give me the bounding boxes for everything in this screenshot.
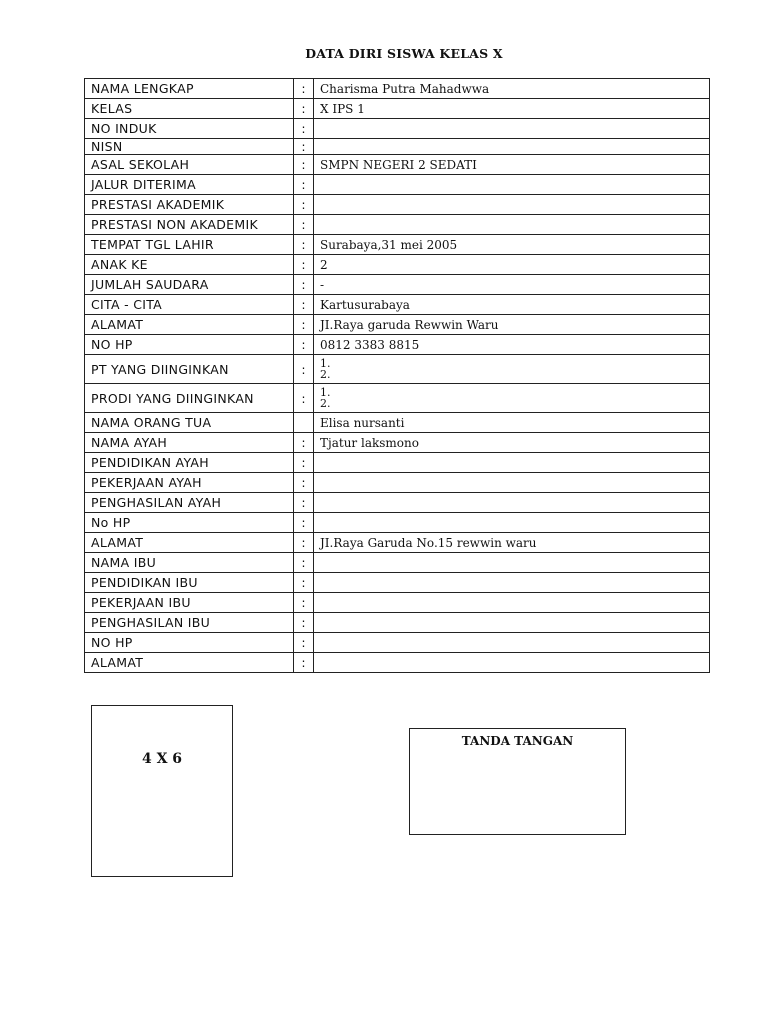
field-value [314,384,710,413]
field-value: Surabaya,31 mei 2005 [314,235,710,255]
field-colon: : [294,513,314,533]
field-value [314,215,710,235]
field-value [314,175,710,195]
form-row [85,633,710,653]
field-colon: : [294,453,314,473]
field-value [314,593,710,613]
field-colon: : [294,175,314,195]
field-label: PEKERJAAN AYAH [85,473,294,493]
field-value-line: 2. [320,397,331,410]
field-label: PENDIDIKAN IBU [85,573,294,593]
form-row [85,413,710,433]
field-colon: : [294,384,314,413]
form-row [85,513,710,533]
field-value: Kartusurabaya [314,295,710,315]
form-row [85,553,710,573]
field-label: PT YANG DIINGINKAN [85,355,294,384]
student-data-table [84,78,710,673]
signature-label: TANDA TANGAN [461,734,574,748]
form-body [85,79,710,673]
field-label: PENGHASILAN IBU [85,613,294,633]
form-row [85,453,710,473]
field-label: PENGHASILAN AYAH [85,493,294,513]
form-row [85,653,710,673]
field-value-line: 1. [320,357,331,370]
field-label: NO INDUK [85,119,294,139]
field-value-line: 1. [320,386,331,399]
form-row [85,155,710,175]
field-value [314,119,710,139]
field-label: ALAMAT [85,315,294,335]
field-colon: : [294,235,314,255]
field-label: PENDIDIKAN AYAH [85,453,294,473]
field-value: SMPN NEGERI 2 SEDATI [314,155,710,175]
field-value: Tjatur laksmono [314,433,710,453]
field-label: PRESTASI NON AKADEMIK [85,215,294,235]
form-row [85,255,710,275]
field-colon: : [294,275,314,295]
field-label: NAMA AYAH [85,433,294,453]
field-colon: : [294,79,314,99]
field-colon: : [294,255,314,275]
field-colon: : [294,653,314,673]
field-label: No HP [85,513,294,533]
field-value [314,195,710,215]
field-value: 0812 3383 8815 [314,335,710,355]
field-label: PRODI YANG DIINGINKAN [85,384,294,413]
form-row [85,573,710,593]
form-row [85,335,710,355]
document-title: DATA DIRI SISWA KELAS X [305,46,503,61]
form-row [85,99,710,119]
signature-box [409,728,626,835]
field-value [314,573,710,593]
field-label: PRESTASI AKADEMIK [85,195,294,215]
form-row [85,433,710,453]
form-row [85,315,710,335]
form-row [85,533,710,553]
field-label: ALAMAT [85,533,294,553]
field-value [314,653,710,673]
field-value: Elisa nursanti [314,413,710,433]
field-label: TEMPAT TGL LAHIR [85,235,294,255]
form-row [85,613,710,633]
field-label: NISN [85,139,294,155]
field-value: - [314,275,710,295]
field-value [314,139,710,155]
field-value [314,553,710,573]
field-colon: : [294,155,314,175]
form-row [85,215,710,235]
field-value [314,453,710,473]
field-label: NO HP [85,335,294,355]
field-colon: : [294,533,314,553]
field-label: KELAS [85,99,294,119]
field-colon: : [294,355,314,384]
form-row [85,473,710,493]
form-row [85,175,710,195]
form-row [85,295,710,315]
field-colon: : [294,573,314,593]
form-row [85,119,710,139]
photo-box [91,705,233,877]
field-colon: : [294,195,314,215]
field-value [314,355,710,384]
field-value: Charisma Putra Mahadwwa [314,79,710,99]
field-colon: : [294,119,314,139]
field-colon: : [294,433,314,453]
field-value [314,513,710,533]
field-colon: : [294,493,314,513]
field-colon: : [294,315,314,335]
form-row [85,355,710,384]
form-row [85,275,710,295]
form-row [85,195,710,215]
field-label: PEKERJAAN IBU [85,593,294,613]
form-row [85,235,710,255]
field-label: NAMA ORANG TUA [85,413,294,433]
field-label: ASAL SEKOLAH [85,155,294,175]
field-value-line: 2. [320,368,331,381]
form-row [85,79,710,99]
form-row [85,139,710,155]
field-label: NO HP [85,633,294,653]
field-colon [294,413,314,433]
photo-size-label: 4 X 6 [141,751,183,767]
field-value: JI.Raya garuda Rewwin Waru [314,315,710,335]
field-colon: : [294,633,314,653]
form-row [85,593,710,613]
form-row [85,493,710,513]
form-row [85,384,710,413]
field-colon: : [294,335,314,355]
field-colon: : [294,593,314,613]
field-colon: : [294,139,314,155]
field-label: JALUR DITERIMA [85,175,294,195]
field-label: NAMA IBU [85,553,294,573]
field-label: ALAMAT [85,653,294,673]
field-colon: : [294,473,314,493]
field-value: X IPS 1 [314,99,710,119]
field-colon: : [294,99,314,119]
field-value: 2 [314,255,710,275]
field-value [314,613,710,633]
field-label: ANAK KE [85,255,294,275]
field-label: NAMA LENGKAP [85,79,294,99]
field-colon: : [294,215,314,235]
field-value [314,493,710,513]
field-value: JI.Raya Garuda No.15 rewwin waru [314,533,710,553]
field-label: JUMLAH SAUDARA [85,275,294,295]
field-colon: : [294,553,314,573]
field-colon: : [294,295,314,315]
field-label: CITA - CITA [85,295,294,315]
field-value [314,473,710,493]
field-value [314,633,710,653]
field-colon: : [294,613,314,633]
